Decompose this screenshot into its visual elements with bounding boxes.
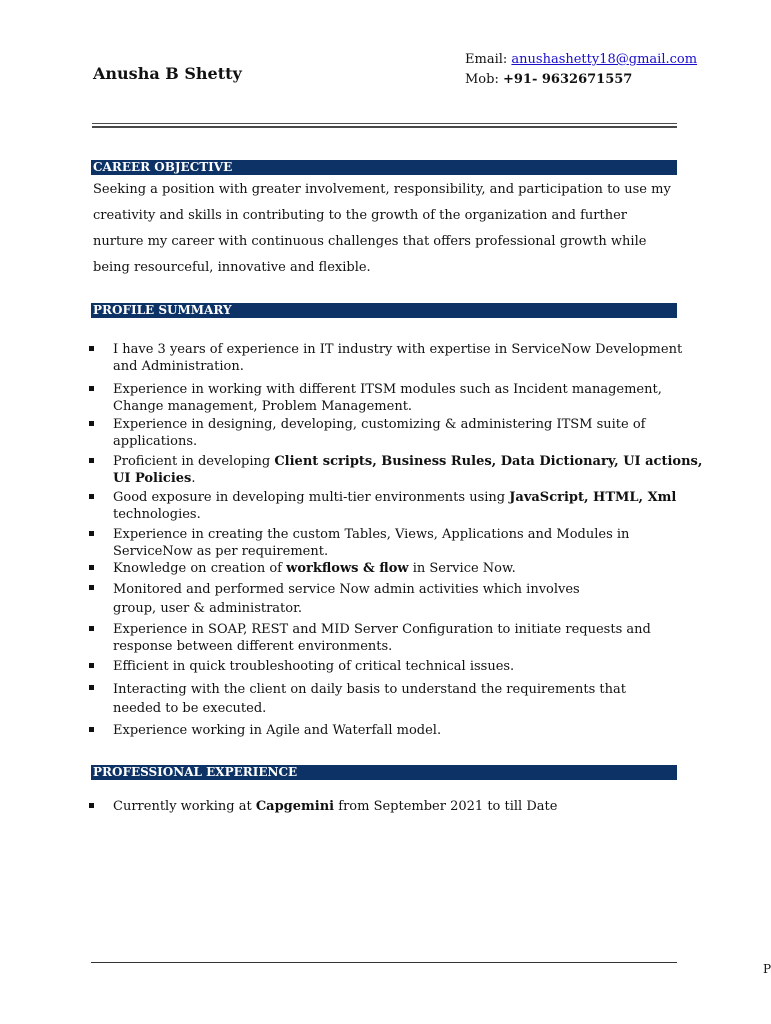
profile-summary-text: Experience in working with different ITSM modules such as Incident management, Change management, Problem Management. xyxy=(113,382,662,414)
profile-summary-text xyxy=(113,453,709,487)
profile-summary-text xyxy=(113,489,709,523)
bullet-icon xyxy=(89,685,94,690)
employer-name: Capgemini xyxy=(255,799,335,814)
section-header-career-objective: CAREER OBJECTIVE xyxy=(91,160,677,175)
header-divider-top xyxy=(92,123,677,124)
objective-line: Seeking a position with greater involvement, responsibility, and participation to use my xyxy=(93,182,671,197)
email-link[interactable]: anushashetty18@gmail.com xyxy=(511,52,698,67)
profile-summary-item xyxy=(89,580,609,618)
bullet-icon xyxy=(89,803,94,808)
section-header-profile-summary: PROFILE SUMMARY xyxy=(91,303,677,318)
bullet-icon xyxy=(89,727,94,732)
header-divider-bottom xyxy=(92,126,677,128)
profile-summary-emphasis: Client scripts, Business Rules, Data Dictionary, UI actions, UI Policies xyxy=(113,454,703,486)
profile-summary-item xyxy=(89,722,709,739)
mobile-number: +91- 9632671557 xyxy=(502,72,633,87)
candidate-name: Anusha B Shetty xyxy=(93,64,242,83)
bullet-icon xyxy=(89,565,94,570)
profile-summary-item xyxy=(89,381,709,415)
profile-summary-text-part: Proficient in developing xyxy=(113,454,275,469)
email-line xyxy=(465,52,697,67)
profile-summary-item xyxy=(89,489,709,523)
objective-line: creativity and skills in contributing to the growth of the organization and further xyxy=(93,208,628,223)
experience-item xyxy=(89,798,709,815)
profile-summary-item xyxy=(89,621,709,655)
profile-summary-text-part: Knowledge on creation of xyxy=(113,561,287,576)
profile-summary-text-part: . xyxy=(191,471,196,486)
profile-summary-item xyxy=(89,453,709,487)
mobile-line xyxy=(465,72,632,87)
bullet-icon xyxy=(89,386,94,391)
bullet-icon xyxy=(89,458,94,463)
bullet-icon xyxy=(89,585,94,590)
bullet-icon xyxy=(89,421,94,426)
profile-summary-text: I have 3 years of experience in IT industry with expertise in ServiceNow Development and Administration. xyxy=(113,342,683,374)
experience-text xyxy=(113,798,709,815)
mobile-label: Mob: xyxy=(465,72,503,87)
footer-divider xyxy=(91,962,677,963)
bullet-icon xyxy=(89,494,94,499)
profile-summary-item xyxy=(89,416,709,450)
bullet-icon xyxy=(89,663,94,668)
profile-summary-text: Monitored and performed service Now admin activities which involves group, user & administrator. xyxy=(113,582,580,616)
profile-summary-item xyxy=(89,341,709,375)
profile-summary-text: Experience in creating the custom Tables, Views, Applications and Modules in ServiceNow as per requirement. xyxy=(113,527,630,559)
section-header-professional-experience: PROFESSIONAL EXPERIENCE xyxy=(91,765,677,780)
profile-summary-emphasis: workflows & flow xyxy=(286,561,409,576)
objective-line: being resourceful, innovative and flexible. xyxy=(93,260,371,275)
profile-summary-item xyxy=(89,680,649,718)
profile-summary-text xyxy=(113,560,709,577)
bullet-icon xyxy=(89,346,94,351)
profile-summary-text-part: in Service Now. xyxy=(408,561,516,576)
profile-summary-item xyxy=(89,658,709,675)
profile-summary-text: Experience in designing, developing, customizing & administering ITSM suite of applications. xyxy=(113,417,646,449)
profile-summary-text: Interacting with the client on daily basis to understand the requirements that needed to be executed. xyxy=(113,682,626,716)
experience-text-part: from September 2021 to till Date xyxy=(334,799,558,814)
page-footer-mark: P xyxy=(763,962,771,976)
email-label: Email: xyxy=(465,52,512,67)
objective-line: nurture my career with continuous challenges that offers professional growth while xyxy=(93,234,647,249)
profile-summary-text-part: Good exposure in developing multi-tier environments using xyxy=(113,490,510,505)
profile-summary-text-part: technologies. xyxy=(113,507,201,522)
profile-summary-text: Efficient in quick troubleshooting of critical technical issues. xyxy=(113,659,515,674)
profile-summary-item xyxy=(89,560,709,577)
bullet-icon xyxy=(89,531,94,536)
profile-summary-item xyxy=(89,526,709,560)
profile-summary-text: Experience working in Agile and Waterfall model. xyxy=(113,723,442,738)
experience-text-part: Currently working at xyxy=(113,799,256,814)
bullet-icon xyxy=(89,626,94,631)
profile-summary-emphasis: JavaScript, HTML, Xml xyxy=(509,490,677,505)
profile-summary-text: Experience in SOAP, REST and MID Server Configuration to initiate requests and response between different environments. xyxy=(113,622,651,654)
